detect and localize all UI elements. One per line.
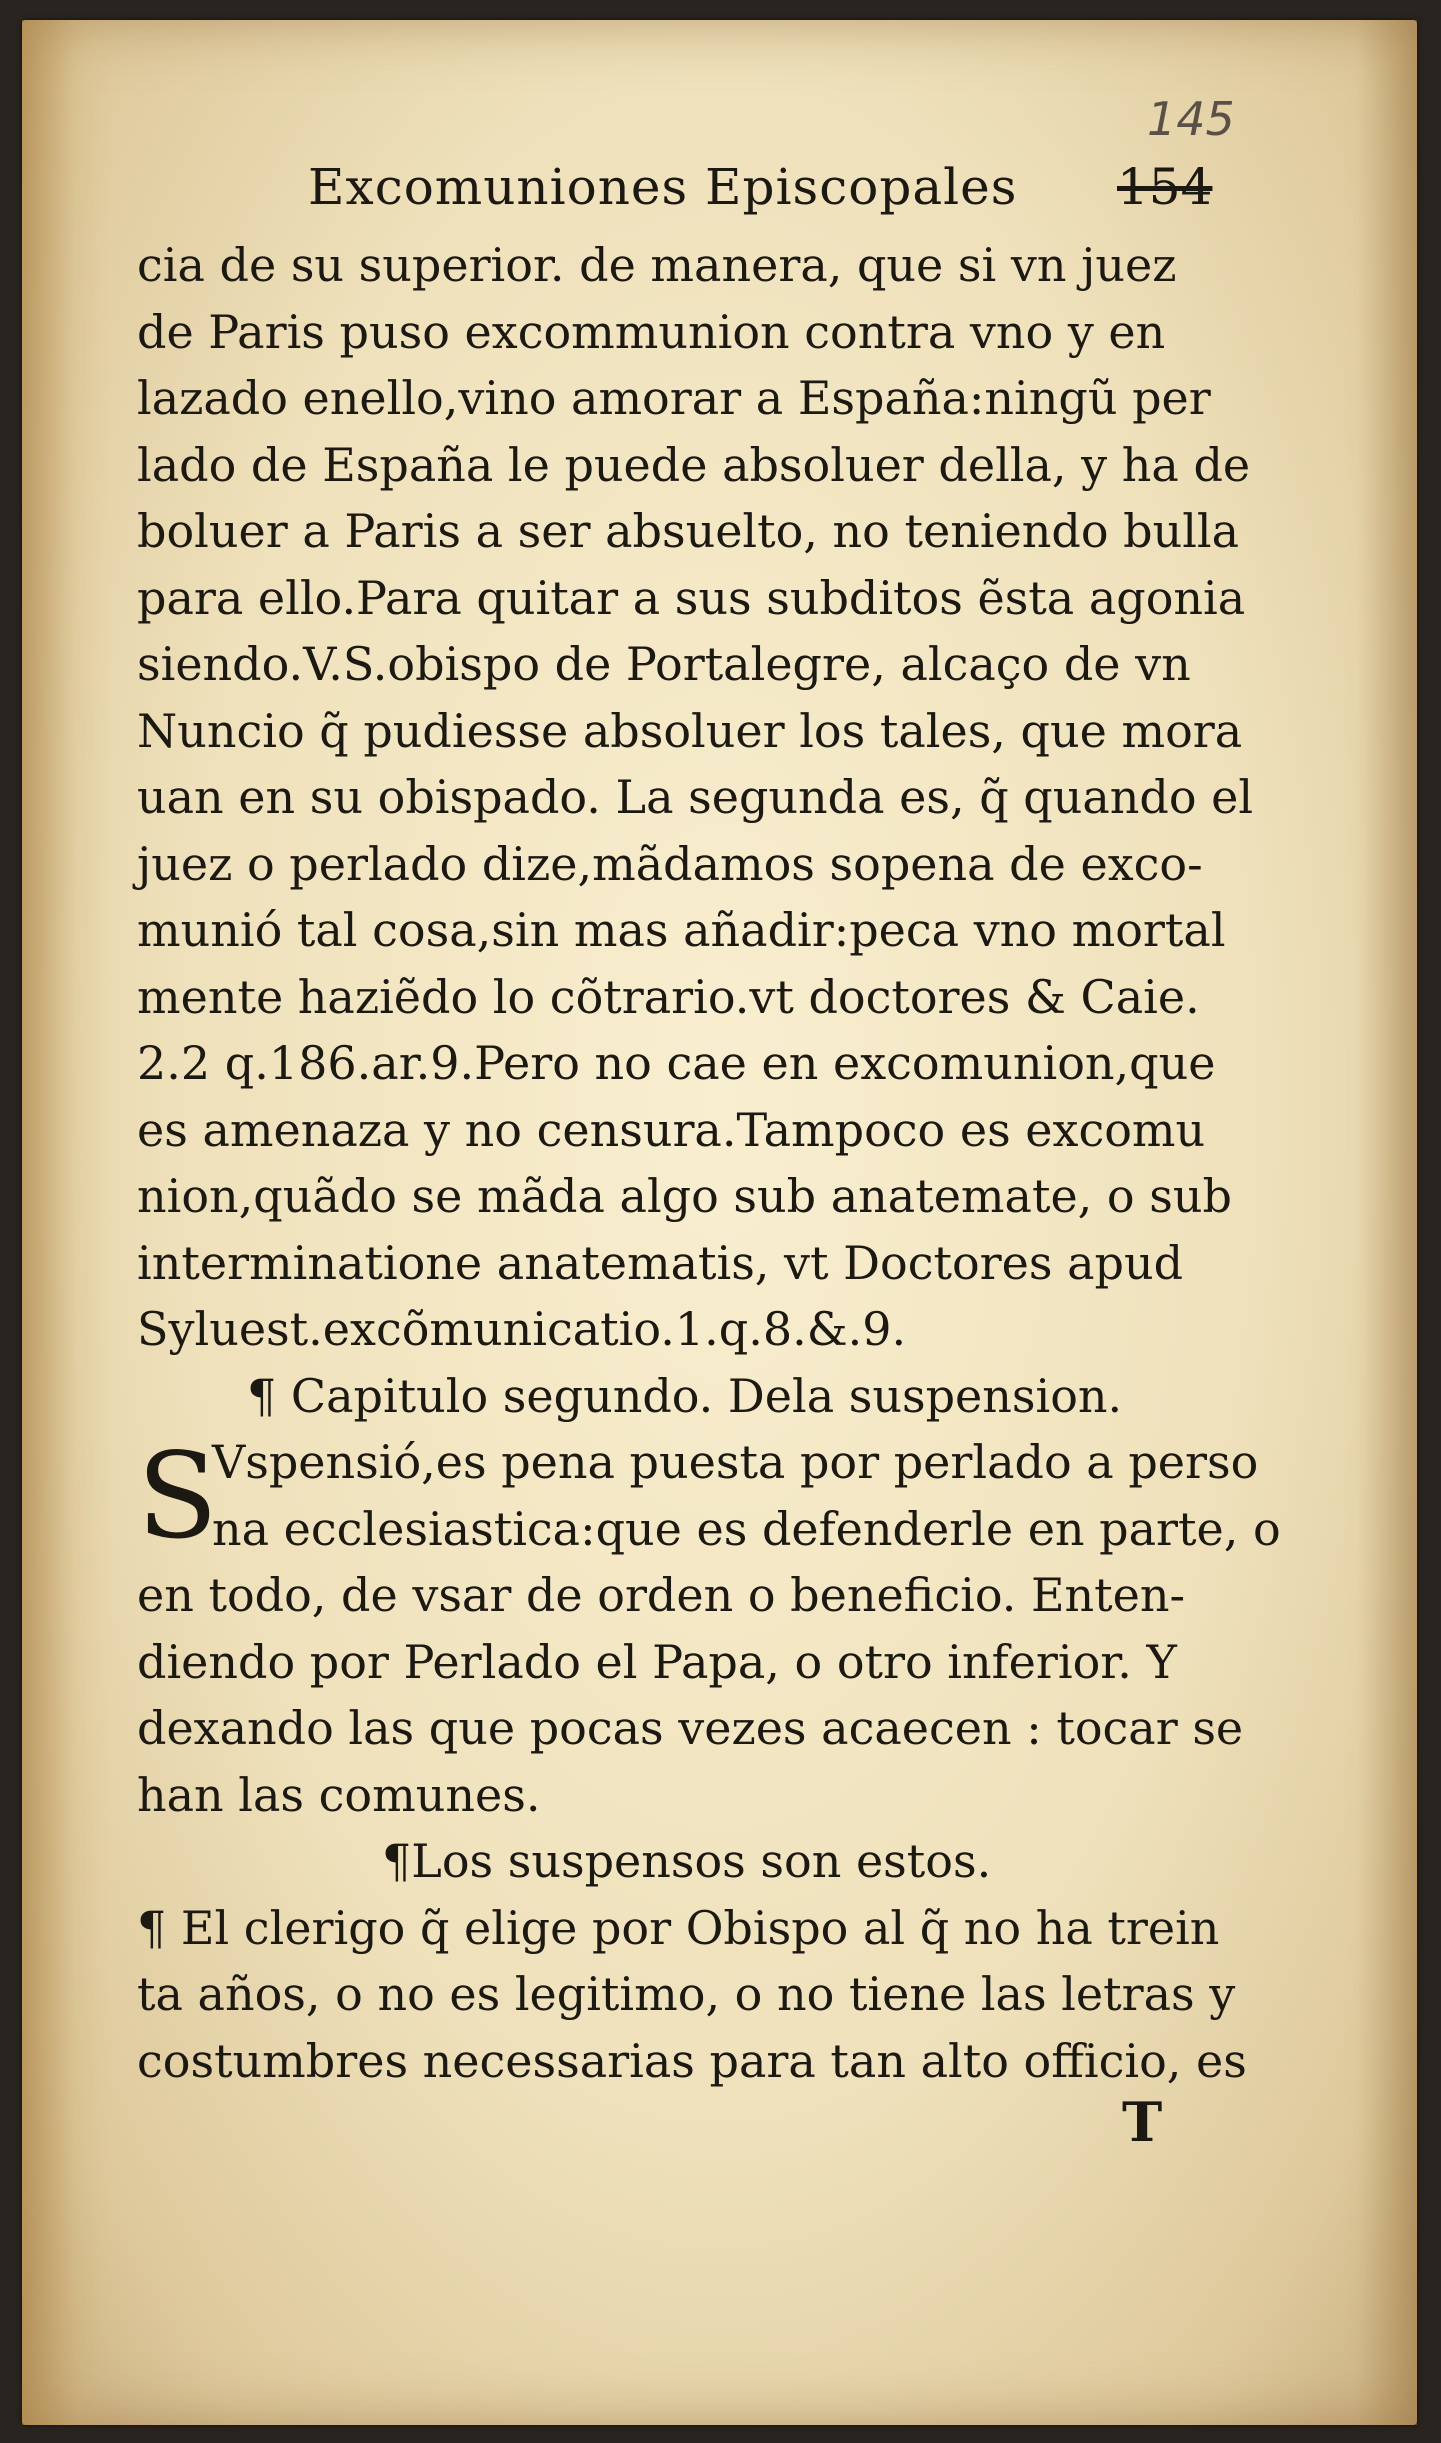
text-line: de Paris puso excommunion contra vno y en [137,304,1166,359]
text-line: han las comunes. [137,1767,541,1822]
text-line: costumbres necessarias para tan alto officio, es [137,2033,1247,2088]
book-page [22,20,1417,2425]
text-line: nion,quãdo se mãda algo sub anatemate, o sub [137,1169,1232,1223]
text-line: siendo.V.S.obispo de Portalegre, alcaço de vn [137,637,1191,691]
text-line: ta años, o no es legitimo, o no tiene las letras y [137,1967,1236,2021]
text-line: uan en su obispado. La segunda es, q̃ quando el [137,770,1254,824]
page-text [137,232,1302,2094]
printed-page-number: 154 [1117,158,1213,216]
text-line: diendo por Perlado el Papa, o otro inferior. Y [137,1634,1177,1689]
text-line: munió tal cosa,sin mas añadir:peca vno mortal [137,903,1226,957]
text-line: interminatione anatematis, vt Doctores apud [137,1235,1184,1290]
text-line: mente haziẽdo lo cõtrario.vt doctores & Caie. [137,969,1200,1024]
text-line: en todo, de vsar de orden o beneficio. Enten- [137,1568,1186,1622]
catchword: T [1122,2090,1163,2154]
text-line: Nuncio q̃ pudiesse absoluer los tales, que mora [137,703,1243,758]
page-stain-left [22,20,112,2425]
text-line: Vspensió,es pena puesta por perlado a perso [212,1435,1259,1489]
page-stain-right [1357,20,1417,2425]
manuscript-folio-number: 145 [1147,92,1235,146]
text-line: juez o perlado dize,mãdamos sopena de exco- [137,836,1203,891]
text-line: lado de España le puede absoluer della, y ha de [137,437,1251,492]
dropcap-line [137,1496,1302,1563]
text-line: dexando las que pocas vezes acaecen : tocar se [137,1701,1244,1755]
text-line: Syluest.excõmunicatio.1.q.8.&.9. [137,1302,907,1356]
text-line: lazado enello,vino amorar a España:ningũ per [137,371,1211,425]
text-line: cia de su superior. de manera, que si vn juez [137,238,1177,292]
text-line: boluer a Paris a ser absuelto, no teniendo bulla [137,504,1240,558]
text-line: 2.2 q.186.ar.9.Pero no cae en excomunion,que [137,1036,1216,1090]
text-line: ¶ El clerigo q̃ elige por Obispo al q̃ no ha trein [137,1900,1220,1955]
text-line: na ecclesiastica:que es defenderle en parte, o [212,1501,1281,1556]
section-heading: ¶Los suspensos son estos. [382,1834,992,1888]
dropcap-letter: S [137,1427,218,1565]
text-line: para ello.Para quitar a sus subditos ẽsta agonia [137,570,1246,625]
text-line: es amenaza y no censura.Tampoco es excomu [137,1102,1206,1157]
chapter-heading: ¶ Capitulo segundo. Dela suspension. [247,1368,1123,1423]
running-title: Excomuniones Episcopales [308,158,1018,216]
